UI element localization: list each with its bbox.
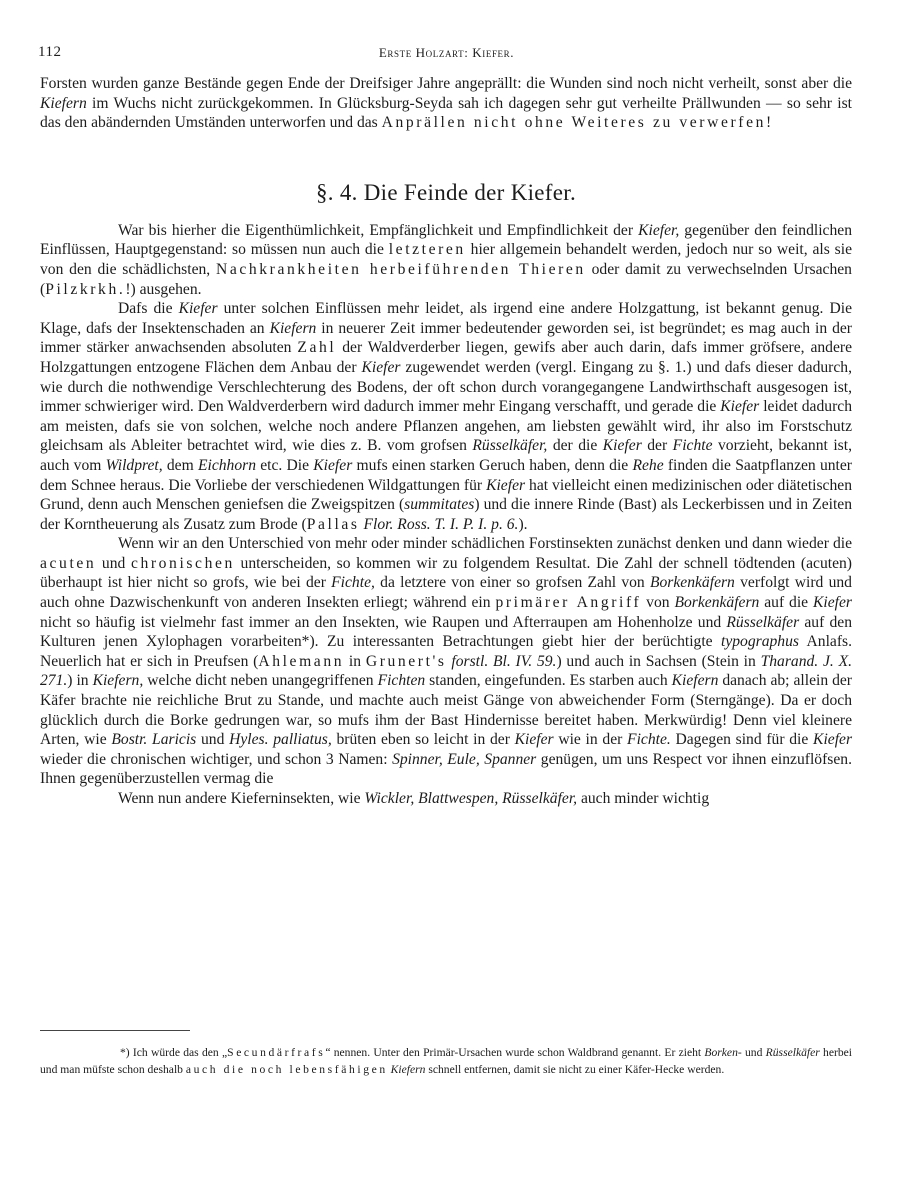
italic-run: Fichte bbox=[672, 437, 713, 455]
text-run: hier allgemein behandelt werden, jedoch nur so weit, als sie von den die schädlichsten, bbox=[40, 241, 852, 278]
italic-run: Wildpret, bbox=[105, 456, 163, 474]
text-run: leidet dadurch am meisten, dafs sie von solchen, welche noch andere Pflanzen angehen, am liebsten gewählt wird, ihr also im Forstschutz gleichsam als Ableiter betrachtet wird, wie dies z. B. vom grofsen bbox=[40, 398, 852, 455]
text-run: und bbox=[96, 554, 131, 572]
italic-run: Bostr. Laricis bbox=[111, 731, 197, 749]
italic-run: Flor. Ross. T. I. P. I. p. 6. bbox=[363, 515, 519, 533]
spaced-run: Grunert's bbox=[365, 652, 447, 670]
italic-run: Kiefer bbox=[602, 437, 642, 455]
footnote-text bbox=[40, 1044, 852, 1078]
page-number: 112 bbox=[38, 44, 62, 60]
spaced-run: Pilzkrkh. bbox=[45, 280, 126, 298]
italic-run: Kiefer bbox=[720, 398, 760, 416]
spaced-run: letzteren bbox=[388, 241, 466, 259]
text-run: der bbox=[641, 437, 673, 455]
italic-run: Kiefer bbox=[514, 731, 554, 749]
text-run: ). bbox=[518, 515, 528, 533]
text-run: der Waldverderber liegen, gewifs aber auch darin, dafs immer gröfsere, andere Holzgattungen entzogene Flächen dem Anbau der bbox=[40, 339, 852, 376]
text-run: im Wuchs nicht zurückgekommen. In Glücksburg-Seyda sah ich dagegen sehr gut verheilte Prällwunden — so sehr ist das den abändernden Umständen unterworfen und das bbox=[40, 94, 852, 132]
paragraph-insects bbox=[40, 534, 852, 789]
text-run: in bbox=[344, 652, 366, 670]
text-run: Dagegen sind für die bbox=[670, 731, 814, 749]
text-run: auch minder wichtig bbox=[577, 790, 710, 807]
italic-run: summitates bbox=[404, 496, 475, 514]
text-run: schnell entfernen, damit sie nicht zu einer Käfer-Hecke werden. bbox=[425, 1063, 725, 1076]
text-run: Dafs die bbox=[118, 300, 179, 318]
spaced-run: auch die noch lebensfähigen bbox=[185, 1063, 388, 1076]
text-run: in neuerer Zeit immer bedeutender geworden sei, ist begründet; es mag auch in der immer stärker anwachsenden absoluten bbox=[40, 319, 852, 357]
text-run: Anlafs. Neuerlich hat er sich in Preufsen ( bbox=[40, 633, 852, 670]
italic-run: Borkenkäfern bbox=[649, 574, 735, 592]
italic-run: Kiefer bbox=[813, 731, 853, 749]
running-head: Erste Holzart: Kiefer. bbox=[378, 45, 515, 60]
text-run: wieder die chronischen wichtiger, und schon 3 Namen: bbox=[40, 750, 393, 768]
italic-run: Tharand. J. X. 271. bbox=[40, 652, 852, 690]
text-run: “ nennen. Unter den Primär-Ursachen wurde schon Waldbrand genannt. Er zieht bbox=[325, 1046, 705, 1059]
italic-run: Kiefern bbox=[40, 94, 87, 112]
text-run: herbei und man müfste schon deshalb bbox=[40, 1046, 853, 1076]
text-run: und bbox=[196, 731, 230, 749]
text-run: !) ausgehen. bbox=[125, 280, 202, 298]
text-run: Wenn nun andere Kieferninsekten, wie bbox=[118, 790, 365, 807]
paragraph-continuation bbox=[40, 74, 852, 133]
italic-run: Kiefern bbox=[671, 672, 719, 690]
text-run: auf die bbox=[759, 594, 814, 612]
italic-run: Fichte. bbox=[627, 731, 671, 749]
spaced-run: Anprällen nicht ohne Weiteres zu verwerfen! bbox=[381, 114, 774, 132]
footnote bbox=[40, 1044, 852, 1078]
italic-run: Rüsselkäfer bbox=[765, 1046, 820, 1059]
text-run: der die bbox=[547, 437, 603, 455]
italic-run: Rüsselkäfer, bbox=[472, 437, 548, 455]
spaced-run: Nachkrankheiten herbeiführenden Thieren bbox=[215, 260, 586, 278]
paragraph-susceptibility bbox=[40, 299, 852, 534]
italic-run: Kiefer bbox=[313, 456, 353, 474]
italic-run: Borkenkäfern bbox=[674, 594, 760, 612]
spaced-run: Ahlemann bbox=[258, 652, 345, 670]
spaced-run: chronischen bbox=[130, 554, 235, 572]
text-run: danach ab; allein der Käfer brachte nie reichliche Brut zu Stande, und machte auch meist Gänge von abweichender Form (Sterngänge). Da er doch glücklich durch die Borke gedrungen war, so mufs ihm der Bast Hindernisse bereitet haben. Merkwürdig! Denn viel kleinere Arten, wie bbox=[40, 672, 853, 749]
italic-run: Hyles. palliatus, bbox=[229, 731, 332, 749]
text-run: Forsten wurden ganze Bestände gegen Ende der Dreifsiger Jahre angeprällt: die Wunden sind noch nicht verheilt, sonst aber die bbox=[40, 75, 852, 92]
italic-run: Rehe bbox=[632, 456, 664, 474]
text-run: auf den Kulturen jenen Xylophagen vorarbeiten*). Zu interessanten Betrachtungen giebt hier der berüchtigte bbox=[40, 613, 852, 651]
text-run: von bbox=[641, 594, 675, 612]
italic-run: Kiefer bbox=[178, 300, 218, 318]
text-run: zugewendet werden (vergl. Eingang zu §. 1.) und dafs dieser dadurch, wie durch die nothwendige Verschlechterung des Bodens, der oft schon durch vorangegangene Landwirthschaft ausgesogen ist, immer schwieriger wird. Den Waldverderbern wird dadurch immer mehr Eingang verschafft, und gerade die bbox=[40, 358, 852, 416]
text-run: etc. Die bbox=[256, 456, 314, 474]
section-heading: §. 4. Die Feinde der Kiefer. bbox=[315, 179, 577, 205]
text-run: nicht so häufig ist vielmehr fast immer an den Insekten, wie Raupen und Afterraupen am Hohenholze und bbox=[40, 613, 727, 631]
spaced-run: primärer Angriff bbox=[495, 594, 642, 612]
italic-run: Rüsselkäfer bbox=[726, 613, 800, 631]
page-header bbox=[38, 44, 855, 66]
spaced-run: Secundärfrafs bbox=[227, 1046, 326, 1059]
spaced-run: Zahl bbox=[297, 339, 337, 357]
spaced-run: Pallas bbox=[306, 515, 360, 533]
italic-run: Borken- bbox=[704, 1046, 742, 1059]
italic-run: Eichhorn bbox=[197, 456, 257, 474]
text-run: gegenüber den feindlichen Einflüssen, Hauptgegenstand: so müssen nun auch die bbox=[40, 221, 852, 259]
italic-run: Kiefern bbox=[390, 1063, 426, 1076]
paragraph-other-insects bbox=[40, 789, 852, 809]
italic-run: Fichte, bbox=[331, 574, 375, 592]
text-run: brüten eben so leicht in der bbox=[331, 731, 515, 749]
italic-run: Fichten bbox=[377, 672, 426, 690]
footnote-divider bbox=[40, 1030, 190, 1031]
text-run: mufs einen starken Geruch haben, denn die bbox=[352, 456, 633, 474]
body-text bbox=[40, 74, 852, 809]
text-run: verfolgt wird und auch ohne Dazwischenkunft von anderen Insekten erliegt; während ein bbox=[40, 574, 852, 612]
text-run: ) in bbox=[67, 672, 93, 690]
text-run: finden die Saatpflanzen unter dem Schnee heraus. Die Vorliebe der verschiedenen Wildgattungen für bbox=[40, 456, 852, 494]
text-run: ) und die innere Rinde (Bast) als Leckerbissen und in Zeiten der Korntheuerung als Zusatz zum Brode ( bbox=[40, 496, 852, 533]
italic-run: forstl. Bl. IV. 59. bbox=[451, 652, 557, 670]
text-run: ) und auch in Sachsen (Stein in bbox=[556, 652, 761, 670]
text-run: *) Ich würde das den „ bbox=[120, 1046, 228, 1059]
text-run: dem bbox=[162, 456, 198, 474]
text-run: oder damit zu verwechselnden Ursachen ( bbox=[40, 260, 852, 298]
text-run: wie in der bbox=[553, 731, 628, 749]
italic-run: Kiefer bbox=[813, 594, 852, 612]
text-run: War bis hierher die Eigenthümlichkeit, Empfänglichkeit und Empfindlichkeit der bbox=[118, 221, 639, 239]
italic-run: Kiefern bbox=[269, 319, 317, 337]
italic-run: Kiefer bbox=[361, 358, 401, 376]
text-run: welche dicht neben unangegriffenen bbox=[143, 672, 378, 690]
text-run: genügen, um uns Respect vor ihnen einzuflöfsen. Ihnen gegenüberzustellen vermag die bbox=[40, 750, 852, 788]
italic-run: typographus bbox=[721, 633, 799, 651]
paragraph-intro bbox=[40, 221, 852, 299]
text-run: vorzieht, bekannt ist, auch vom bbox=[40, 437, 852, 474]
text-run: hat vielleicht einen medizinischen oder diätetischen Grund, denn auch Menschen geniefsen die Zweigspitzen ( bbox=[40, 476, 852, 514]
italic-run: Kiefer bbox=[486, 476, 526, 494]
italic-run: Kiefer, bbox=[638, 221, 680, 239]
text-run: standen, eingefunden. Es starben auch bbox=[425, 672, 672, 690]
italic-run: Kiefern, bbox=[92, 672, 144, 690]
text-run: unterscheiden, so kommen wir zu folgendem Resultat. Die Zahl der schnell tödtenden (acuten) überhaupt ist hier nicht so grofs, wie bei der bbox=[40, 554, 852, 592]
italic-run: Wickler, Blattwespen, Rüsselkäfer, bbox=[364, 790, 578, 807]
text-run: und bbox=[741, 1046, 766, 1059]
spaced-run: acuten bbox=[40, 554, 97, 572]
text-run: unter solchen Einflüssen mehr leidet, als irgend eine andere Holzgattung, ist bekannt genug. Die Klage, dafs der Insektenschaden an bbox=[40, 300, 852, 337]
italic-run: Spinner, Eule, Spanner bbox=[392, 750, 537, 768]
text-run: da letztere von einer so grofsen Zahl von bbox=[374, 574, 650, 592]
text-run: Wenn wir an den Unterschied von mehr oder minder schädlichen Forstinsekten zunächst denken und dann wieder die bbox=[118, 535, 852, 553]
